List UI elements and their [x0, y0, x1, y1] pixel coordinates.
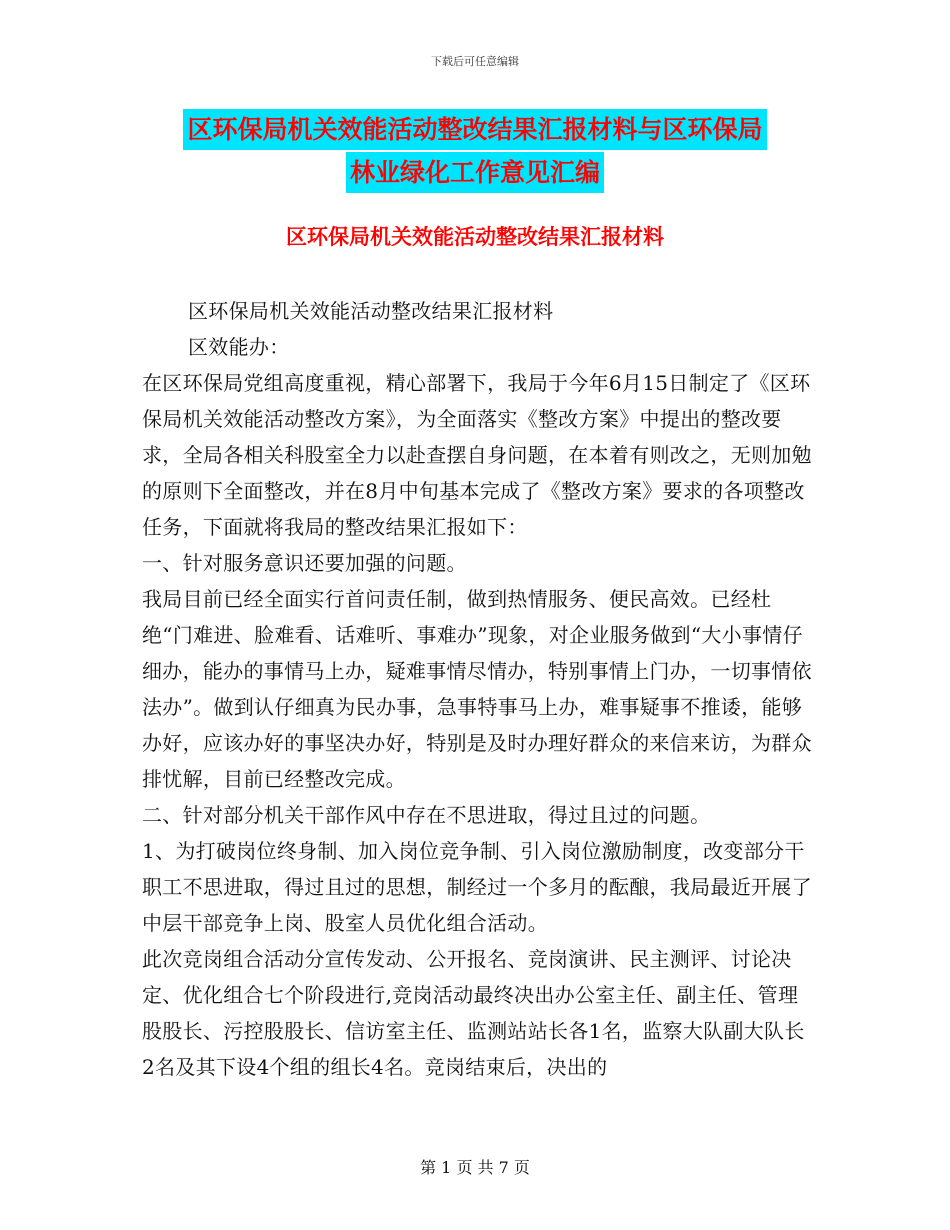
paragraph-salutation: 区效能办： — [188, 335, 290, 359]
paragraph-section-2-item-1: 1、为打破岗位终身制、加入岗位竞争制、引入岗位激励制度，改变部分干职工不思进取，得过且过的思想，制经过一个多月的酝酿，我局最近开展了中层干部竞争上岗、股室人员优化组合活动。 — [142, 839, 812, 935]
page-footer: 第 1 页 共 7 页 — [420, 1158, 530, 1177]
paragraph-section-1-heading: 一、针对服务意识还要加强的问题。 — [142, 551, 467, 575]
document-body — [142, 293, 812, 1085]
page-header-note: 下载后可任意编辑 — [431, 55, 519, 68]
paragraph-section-1-body: 我局目前已经全面实行首问责任制，做到热情服务、便民高效。已经杜绝“门难进、脸难看、话难听、事难办”现象，对企业服务做到“大小事情仔细办，能办的事情马上办，疑难事情尽情办，特别事情上门办，一切事情依法办”。做到认仔细真为民办事，急事特事马上办，难事疑事不推诿，能够办好，应该办好的事坚决办好，特别是及时办理好群众的来信来访，为群众排忧解，目前已经整改完成。 — [142, 587, 812, 791]
paragraph-section-2-heading: 二、针对部分机关干部作风中存在不思进取，得过且过的问题。 — [142, 803, 711, 827]
title-highlight: 区环保局机关效能活动整改结果汇报材料与区环保局 — [183, 109, 766, 150]
document-title-line-1 — [0, 114, 950, 146]
document-title-line-2 — [0, 157, 950, 189]
paragraph-section-2-item-2: 此次竞岗组合活动分宣传发动、公开报名、竞岗演讲、民主测评、讨论决定、优化组合七个阶段进行,竞岗活动最终决出办公室主任、副主任、管理股股长、污控股股长、信访室主任、监测站站长各1名，监察大队副大队长2名及其下设4个组的组长4名。竞岗结束后，决出的 — [142, 947, 805, 1079]
title-highlight: 林业绿化工作意见汇编 — [346, 152, 604, 193]
paragraph-heading: 区环保局机关效能活动整改结果汇报材料 — [188, 299, 554, 323]
section-title: 区环保局机关效能活动整改结果汇报材料 — [286, 224, 664, 249]
paragraph-intro: 在区环保局党组高度重视，精心部署下，我局于今年6月15日制定了《区环保局机关效能活动整改方案》，为全面落实《整改方案》中提出的整改要求，全局各相关科股室全力以赴查摆自身问题，在本着有则改之，无则加勉的原则下全面整改，并在8月中旬基本完成了《整改方案》要求的各项整改任务，下面就将我局的整改结果汇报如下： — [142, 371, 812, 539]
